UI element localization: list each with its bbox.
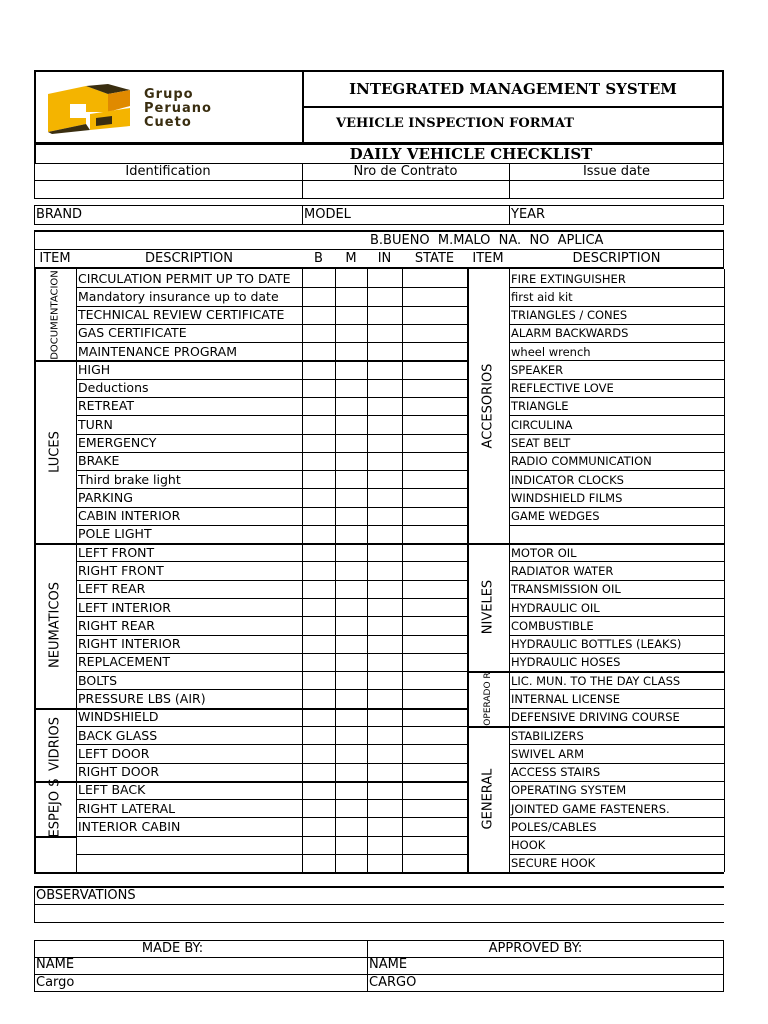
checklist-item-label-right: first aid kit xyxy=(511,289,573,304)
vehicle-col-divider-1 xyxy=(302,205,303,225)
check-cell-m[interactable] xyxy=(336,361,366,377)
checklist-item-label: GAS CERTIFICATE xyxy=(78,325,187,341)
check-cell-m[interactable] xyxy=(336,782,366,798)
table-row-right[interactable] xyxy=(510,654,723,670)
check-cell-b[interactable] xyxy=(303,764,334,780)
check-cell-in[interactable] xyxy=(368,800,401,816)
check-cell-b[interactable] xyxy=(303,617,334,633)
checklist-item-label-right: SWIVEL ARM xyxy=(511,746,585,761)
table-vline xyxy=(467,269,469,872)
checklist-item-label-right: TRIANGLE xyxy=(511,399,569,414)
checklist-item-label-right: CIRCULINA xyxy=(511,417,573,432)
check-cell-state[interactable] xyxy=(403,581,466,597)
check-cell-b[interactable] xyxy=(303,727,334,743)
contract-value-field[interactable] xyxy=(303,181,508,198)
check-cell-m[interactable] xyxy=(336,288,366,304)
checklist-item-label: Third brake light xyxy=(78,471,181,487)
check-cell-in[interactable] xyxy=(368,617,401,633)
checklist-item-label: PRESSURE LBS (AIR) xyxy=(78,690,206,706)
checklist-item-label-right: MOTOR OIL xyxy=(511,545,577,560)
check-cell-m[interactable] xyxy=(336,435,366,451)
check-cell-in[interactable] xyxy=(368,599,401,615)
check-cell-m[interactable] xyxy=(336,562,366,578)
table-row-right[interactable] xyxy=(510,453,723,469)
group-label-left: ESPEJO S xyxy=(47,778,63,838)
checklist-item-label-right: SEAT BELT xyxy=(511,436,571,451)
check-cell-m[interactable] xyxy=(336,818,366,834)
check-cell-in[interactable] xyxy=(368,453,401,469)
check-cell-m[interactable] xyxy=(336,581,366,597)
check-cell-b[interactable] xyxy=(303,562,334,578)
company-name-line2: Peruano xyxy=(144,101,212,116)
check-cell-b[interactable] xyxy=(303,361,334,377)
approved-by-label: APPROVED BY: xyxy=(488,941,583,956)
check-cell-b[interactable] xyxy=(303,782,334,798)
check-cell-m[interactable] xyxy=(336,690,366,706)
check-cell-m[interactable] xyxy=(336,764,366,780)
checklist-item-label: RIGHT FRONT xyxy=(78,562,164,578)
check-cell-m[interactable] xyxy=(336,489,366,505)
observations-field[interactable] xyxy=(35,905,723,921)
group-label-right: NIVELES xyxy=(480,579,496,635)
group-label-right: GENERAL xyxy=(480,768,496,830)
check-cell-in[interactable] xyxy=(368,837,401,853)
model-label: MODEL xyxy=(304,207,351,222)
check-cell-b[interactable] xyxy=(303,599,334,615)
check-cell-in[interactable] xyxy=(368,471,401,487)
check-cell-state[interactable] xyxy=(403,288,466,304)
check-cell-m[interactable] xyxy=(336,727,366,743)
observations-top-line xyxy=(34,886,724,888)
check-cell-b[interactable] xyxy=(303,380,334,396)
check-cell-in[interactable] xyxy=(368,562,401,578)
checklist-item-label-right: HOOK xyxy=(511,838,546,853)
check-cell-state[interactable] xyxy=(403,489,466,505)
check-cell-state[interactable] xyxy=(403,325,466,341)
col-m: M xyxy=(345,251,357,266)
check-cell-state[interactable] xyxy=(403,837,466,853)
table-row-right[interactable] xyxy=(510,581,723,597)
checklist-item-label: Deductions xyxy=(78,380,149,396)
check-cell-in[interactable] xyxy=(368,818,401,834)
checklist-item-label: LEFT FRONT xyxy=(78,544,155,560)
table-row-right[interactable] xyxy=(510,416,723,432)
checklist-item-label-right: OPERATING SYSTEM xyxy=(511,783,627,798)
checklist-item-label-right: DEFENSIVE DRIVING COURSE xyxy=(511,710,680,725)
check-cell-in[interactable] xyxy=(368,435,401,451)
cargo-left-label: Cargo xyxy=(36,975,75,990)
check-cell-state[interactable] xyxy=(403,562,466,578)
checklist-item-label-right: RADIO COMMUNICATION xyxy=(511,454,652,469)
check-cell-m[interactable] xyxy=(336,380,366,396)
company-logo xyxy=(46,84,236,134)
check-cell-b[interactable] xyxy=(303,654,334,670)
checklist-item-label-right: HYDRAULIC HOSES xyxy=(511,655,621,670)
checklist-item-label-right: wheel wrench xyxy=(511,344,591,359)
table-row-right[interactable] xyxy=(510,471,723,487)
check-cell-state[interactable] xyxy=(403,764,466,780)
checklist-item-label-right: SPEAKER xyxy=(511,362,564,377)
col-b: B xyxy=(314,251,323,266)
check-cell-state[interactable] xyxy=(403,453,466,469)
check-cell-b[interactable] xyxy=(303,818,334,834)
checklist-item-label-right: ALARM BACKWARDS xyxy=(511,326,629,341)
vehicle-info-row xyxy=(34,205,724,225)
checklist-item-label-right: SECURE HOOK xyxy=(511,856,596,871)
col-description-right: DESCRIPTION xyxy=(572,251,661,266)
checklist-item-label-right: LIC. MUN. TO THE DAY CLASS xyxy=(511,673,681,688)
group-label-left: NEUMATICOS xyxy=(47,582,63,669)
group-label-right: ACCESORIOS xyxy=(480,363,496,449)
table-row-right[interactable] xyxy=(510,855,723,871)
check-cell-b[interactable] xyxy=(303,508,334,524)
check-cell-m[interactable] xyxy=(336,745,366,761)
check-cell-state[interactable] xyxy=(403,361,466,377)
checklist-item-label: Mandatory insurance up to date xyxy=(78,288,279,304)
table-row-right[interactable] xyxy=(510,398,723,414)
checklist-title: DAILY VEHICLE CHECKLIST xyxy=(349,145,593,163)
check-cell-in[interactable] xyxy=(368,508,401,524)
table-row-right[interactable] xyxy=(510,270,723,286)
check-cell-state[interactable] xyxy=(403,270,466,286)
identification-value-field[interactable] xyxy=(35,181,301,198)
checklist-item-label: INTERIOR CABIN xyxy=(78,818,181,834)
checklist-item-label-right: POLES/CABLES xyxy=(511,819,597,834)
check-cell-state[interactable] xyxy=(403,709,466,725)
checklist-item-label-right: INDICATOR CLOCKS xyxy=(511,472,624,487)
checklist-item-label: RIGHT INTERIOR xyxy=(78,636,181,652)
check-cell-in[interactable] xyxy=(368,672,401,688)
checklist-item-label: LEFT DOOR xyxy=(78,745,150,761)
checklist-item-label-right: WINDSHIELD FILMS xyxy=(511,490,623,505)
group-label-left: DOCUMENTACION xyxy=(49,269,61,360)
check-cell-in[interactable] xyxy=(368,855,401,871)
table-row-right[interactable] xyxy=(510,288,723,304)
check-cell-b[interactable] xyxy=(303,855,334,871)
table-row-right[interactable] xyxy=(510,343,723,359)
check-cell-m[interactable] xyxy=(336,343,366,359)
table-row-right[interactable] xyxy=(510,617,723,633)
check-cell-b[interactable] xyxy=(303,636,334,652)
group-divider xyxy=(34,836,76,838)
check-cell-m[interactable] xyxy=(336,398,366,414)
table-vline xyxy=(724,269,725,872)
check-cell-b[interactable] xyxy=(303,745,334,761)
checklist-item-label-right: TRANSMISSION OIL xyxy=(511,582,621,597)
col-item-right: ITEM xyxy=(472,251,504,266)
format-title: VEHICLE INSPECTION FORMAT xyxy=(336,116,574,131)
check-cell-in[interactable] xyxy=(368,398,401,414)
table-row-right[interactable] xyxy=(510,526,723,542)
checklist-item-label-right: TRIANGLES / CONES xyxy=(511,308,628,323)
check-cell-m[interactable] xyxy=(336,453,366,469)
check-cell-state[interactable] xyxy=(403,398,466,414)
check-cell-in[interactable] xyxy=(368,416,401,432)
check-cell-b[interactable] xyxy=(303,672,334,688)
check-cell-state[interactable] xyxy=(403,654,466,670)
checklist-item-label-right: INTERNAL LICENSE xyxy=(511,691,621,706)
check-cell-b[interactable] xyxy=(303,435,334,451)
check-cell-state[interactable] xyxy=(403,599,466,615)
check-cell-state[interactable] xyxy=(403,690,466,706)
check-cell-b[interactable] xyxy=(303,837,334,853)
checklist-item-label: WINDSHIELD xyxy=(78,709,159,725)
check-cell-state[interactable] xyxy=(403,818,466,834)
check-cell-b[interactable] xyxy=(303,489,334,505)
col-description: DESCRIPTION xyxy=(145,251,233,266)
check-cell-in[interactable] xyxy=(368,709,401,725)
checklist-item-label: RIGHT REAR xyxy=(78,617,155,633)
check-cell-b[interactable] xyxy=(303,709,334,725)
check-cell-b[interactable] xyxy=(303,690,334,706)
checklist-item-label-right: GAME WEDGES xyxy=(511,509,600,524)
table-bottom-line xyxy=(34,872,724,874)
table-row-right[interactable] xyxy=(510,508,723,524)
check-cell-in[interactable] xyxy=(368,690,401,706)
checklist-item-label: PARKING xyxy=(78,489,133,505)
check-cell-state[interactable] xyxy=(403,526,466,542)
table-row-right[interactable] xyxy=(510,709,723,725)
check-cell-in[interactable] xyxy=(368,343,401,359)
vehicle-col-divider-2 xyxy=(509,205,510,225)
checklist-item-label-right: JOINTED GAME FASTENERS. xyxy=(511,801,670,816)
check-cell-b[interactable] xyxy=(303,307,334,323)
table-row-right[interactable] xyxy=(510,837,723,853)
check-cell-state[interactable] xyxy=(403,855,466,871)
check-cell-state[interactable] xyxy=(403,471,466,487)
check-cell-state[interactable] xyxy=(403,782,466,798)
check-cell-m[interactable] xyxy=(336,325,366,341)
check-cell-b[interactable] xyxy=(303,800,334,816)
check-cell-m[interactable] xyxy=(336,307,366,323)
check-cell-m[interactable] xyxy=(336,800,366,816)
check-cell-b[interactable] xyxy=(303,526,334,542)
group-label-left: VIDRIOS xyxy=(47,717,63,772)
check-cell-m[interactable] xyxy=(336,617,366,633)
check-cell-in[interactable] xyxy=(368,380,401,396)
check-cell-in[interactable] xyxy=(368,526,401,542)
check-cell-b[interactable] xyxy=(303,581,334,597)
check-cell-state[interactable] xyxy=(403,544,466,560)
checklist-item-label: RIGHT LATERAL xyxy=(78,800,176,816)
checklist-item-label-right: COMBUSTIBLE xyxy=(511,618,594,633)
check-cell-state[interactable] xyxy=(403,617,466,633)
table-row-right[interactable] xyxy=(510,800,723,816)
checklist-item-label: BACK GLASS xyxy=(78,727,158,743)
check-cell-b[interactable] xyxy=(303,398,334,414)
checklist-item-label: EMERGENCY xyxy=(78,435,157,451)
company-name-line1: Grupo xyxy=(144,87,194,102)
check-cell-b[interactable] xyxy=(303,453,334,469)
checklist-item-label: BOLTS xyxy=(78,672,118,688)
check-cell-state[interactable] xyxy=(403,800,466,816)
table-row-right[interactable] xyxy=(510,764,723,780)
check-cell-state[interactable] xyxy=(403,435,466,451)
check-cell-state[interactable] xyxy=(403,508,466,524)
table-vline xyxy=(34,269,36,872)
check-cell-in[interactable] xyxy=(368,581,401,597)
checklist-item-label: CABIN INTERIOR xyxy=(78,508,181,524)
year-label: YEAR xyxy=(511,207,546,222)
checklist-item-label-right: REFLECTIVE LOVE xyxy=(511,381,614,396)
check-cell-b[interactable] xyxy=(303,416,334,432)
table-row-right[interactable] xyxy=(510,361,723,377)
check-cell-m[interactable] xyxy=(336,471,366,487)
check-cell-state[interactable] xyxy=(403,636,466,652)
check-cell-state[interactable] xyxy=(403,380,466,396)
check-cell-state[interactable] xyxy=(403,307,466,323)
header-title-divider xyxy=(302,106,724,108)
table-row-right[interactable] xyxy=(510,435,723,451)
identification-label: Identification xyxy=(125,164,211,179)
issue-date-label: Issue date xyxy=(582,164,651,179)
system-title: INTEGRATED MANAGEMENT SYSTEM xyxy=(349,80,677,98)
check-cell-in[interactable] xyxy=(368,636,401,652)
check-cell-in[interactable] xyxy=(368,745,401,761)
checklist-item-label: TURN xyxy=(78,416,113,432)
check-cell-m[interactable] xyxy=(336,526,366,542)
group-label-left: LUCES xyxy=(47,430,63,473)
col-item: ITEM xyxy=(39,251,71,266)
check-cell-m[interactable] xyxy=(336,709,366,725)
check-cell-state[interactable] xyxy=(403,343,466,359)
checklist-item-label: RETREAT xyxy=(78,398,135,414)
brand-label: BRAND xyxy=(36,207,83,222)
table-row-right[interactable] xyxy=(510,690,723,706)
checklist-item-label: REPLACEMENT xyxy=(78,654,170,670)
table-row-right[interactable] xyxy=(510,562,723,578)
legend-text: B.BUENO M.MALO NA. NO APLICA xyxy=(370,233,604,248)
checklist-item-label-right: STABILIZERS xyxy=(511,728,584,743)
check-cell-state[interactable] xyxy=(403,727,466,743)
checklist-item-label: LEFT BACK xyxy=(78,782,146,798)
checklist-item-label-right: RADIATOR WATER xyxy=(511,563,614,578)
checklist-item-label: LEFT INTERIOR xyxy=(78,599,171,615)
table-row-right[interactable] xyxy=(510,818,723,834)
table-row-right[interactable] xyxy=(510,325,723,341)
check-cell-in[interactable] xyxy=(368,288,401,304)
check-cell-m[interactable] xyxy=(336,270,366,286)
checklist-item-label: HIGH xyxy=(78,361,111,377)
group-label-right: OPERADO R xyxy=(483,671,493,726)
table-row-right[interactable] xyxy=(510,544,723,560)
issue-date-field[interactable] xyxy=(510,181,723,198)
checklist-item-label-right: ACCESS STAIRS xyxy=(511,765,601,780)
check-cell-m[interactable] xyxy=(336,654,366,670)
check-cell-b[interactable] xyxy=(303,270,334,286)
table-row-right[interactable] xyxy=(510,307,723,323)
observations-bottom-line xyxy=(34,922,724,923)
check-cell-b[interactable] xyxy=(303,343,334,359)
check-cell-m[interactable] xyxy=(336,544,366,560)
check-cell-b[interactable] xyxy=(303,288,334,304)
contract-label: Nro de Contrato xyxy=(353,164,458,179)
table-row-right[interactable] xyxy=(510,636,723,652)
table-row-right[interactable] xyxy=(510,672,723,688)
check-cell-m[interactable] xyxy=(336,599,366,615)
made-by-label: MADE BY: xyxy=(141,941,204,956)
col-state: STATE xyxy=(414,251,455,266)
check-cell-in[interactable] xyxy=(368,764,401,780)
check-cell-in[interactable] xyxy=(368,307,401,323)
check-cell-state[interactable] xyxy=(403,672,466,688)
check-cell-b[interactable] xyxy=(303,325,334,341)
name-left-label: NAME xyxy=(36,957,75,972)
checklist-item-label: MAINTENANCE PROGRAM xyxy=(78,343,238,359)
check-cell-m[interactable] xyxy=(336,837,366,853)
checklist-item-label-right: HYDRAULIC BOTTLES (LEAKS) xyxy=(511,637,682,652)
check-cell-m[interactable] xyxy=(336,636,366,652)
check-cell-in[interactable] xyxy=(368,727,401,743)
checklist-item-label: TECHNICAL REVIEW CERTIFICATE xyxy=(78,307,285,323)
check-cell-b[interactable] xyxy=(303,544,334,560)
check-cell-m[interactable] xyxy=(336,508,366,524)
observations-label: OBSERVATIONS xyxy=(36,888,136,903)
checklist-item-label: CIRCULATION PERMIT UP TO DATE xyxy=(78,270,291,286)
table-row-right[interactable] xyxy=(510,745,723,761)
check-cell-in[interactable] xyxy=(368,361,401,377)
checklist-item-label-right: HYDRAULIC OIL xyxy=(511,600,600,615)
check-cell-b[interactable] xyxy=(303,471,334,487)
company-name-line3: Cueto xyxy=(144,115,192,130)
checklist-item-label: BRAKE xyxy=(78,453,120,469)
check-cell-m[interactable] xyxy=(336,416,366,432)
checklist-item-label: LEFT REAR xyxy=(78,581,146,597)
check-cell-in[interactable] xyxy=(368,270,401,286)
check-cell-m[interactable] xyxy=(336,855,366,871)
table-row-right[interactable] xyxy=(510,380,723,396)
col-in: IN xyxy=(377,251,392,266)
checklist-item-label: RIGHT DOOR xyxy=(78,764,160,780)
check-cell-in[interactable] xyxy=(368,782,401,798)
checklist-item-label-right: FIRE EXTINGUISHER xyxy=(511,271,626,286)
check-cell-in[interactable] xyxy=(368,544,401,560)
cargo-right-label: CARGO xyxy=(369,975,417,990)
table-row-right[interactable] xyxy=(510,489,723,505)
table-row-right[interactable] xyxy=(510,782,723,798)
name-right-label: NAME xyxy=(369,957,408,972)
table-row-right[interactable] xyxy=(510,727,723,743)
table-row-right[interactable] xyxy=(510,599,723,615)
check-cell-in[interactable] xyxy=(368,654,401,670)
check-cell-m[interactable] xyxy=(336,672,366,688)
checklist-item-label: POLE LIGHT xyxy=(78,526,152,542)
check-cell-in[interactable] xyxy=(368,325,401,341)
check-cell-state[interactable] xyxy=(403,416,466,432)
check-cell-state[interactable] xyxy=(403,745,466,761)
check-cell-in[interactable] xyxy=(368,489,401,505)
